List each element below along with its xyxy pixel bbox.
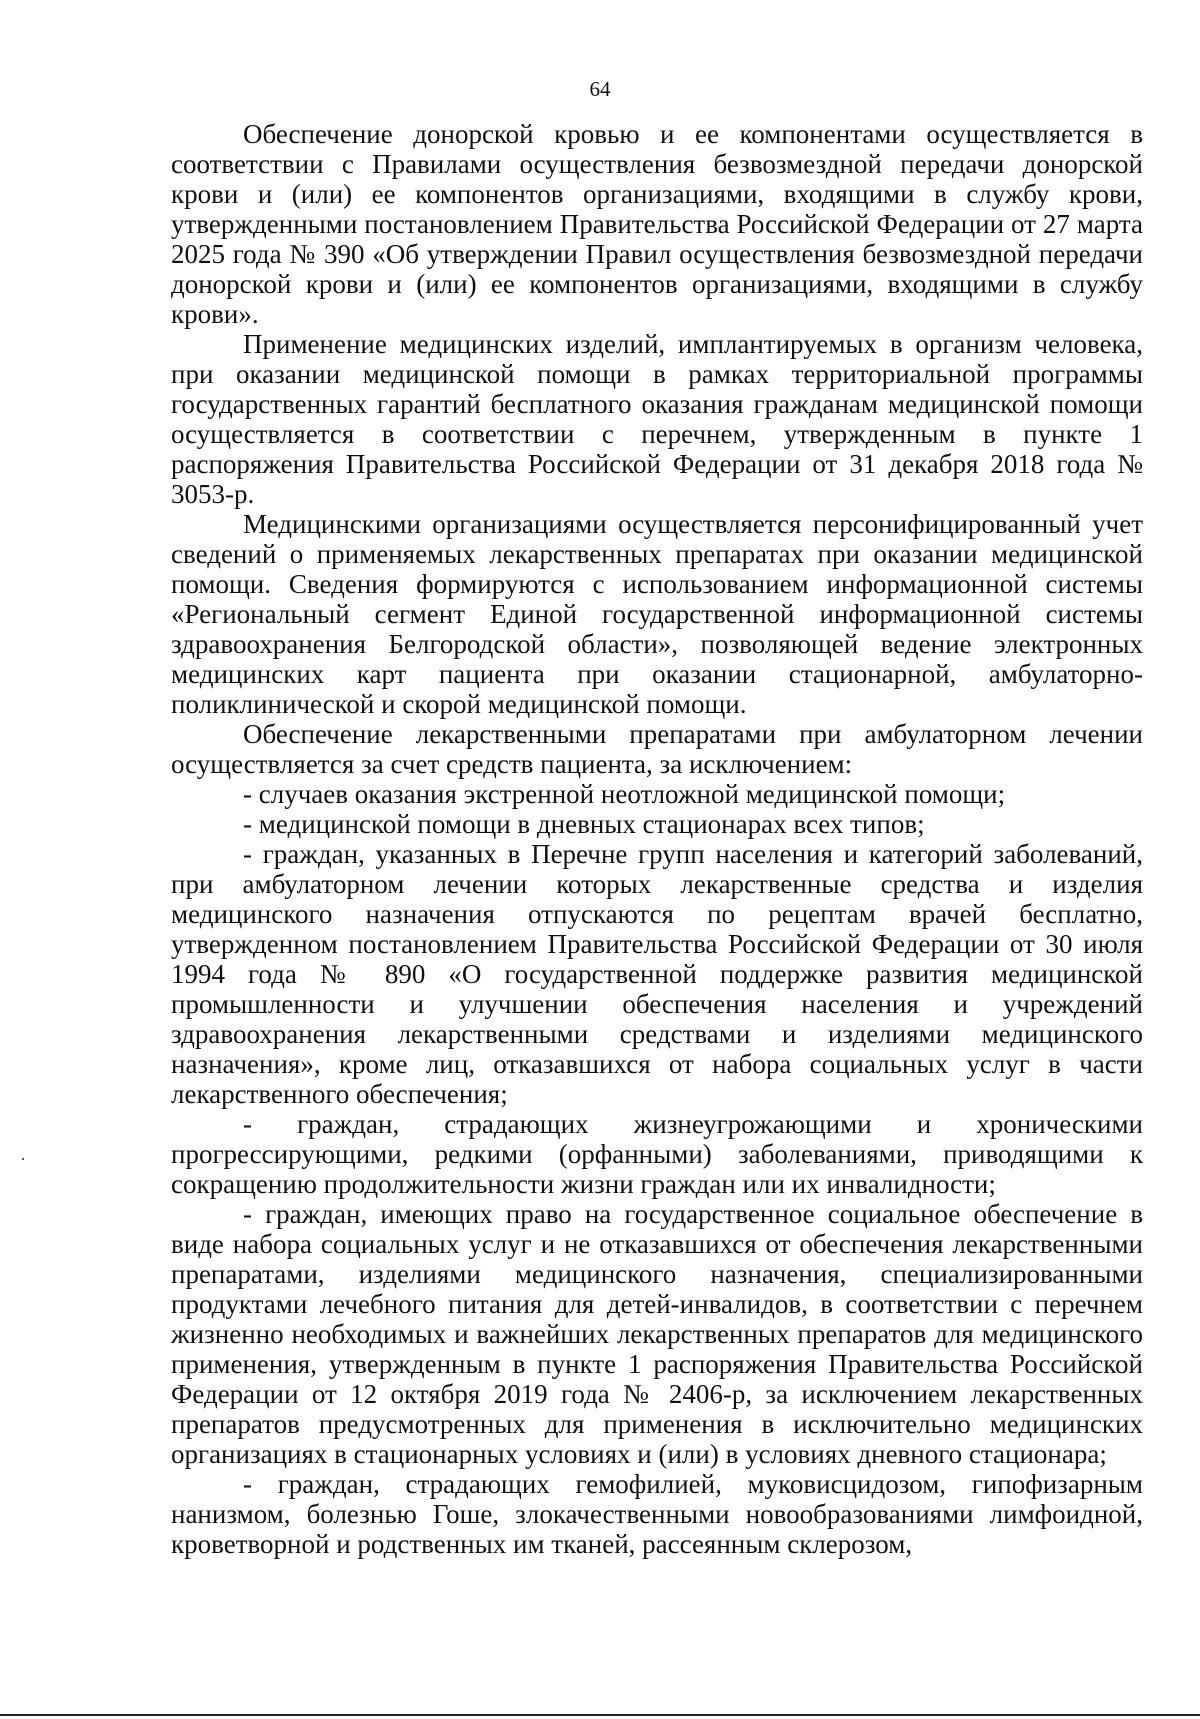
page-number: 64 xyxy=(589,77,611,101)
paragraph-outpatient-drug-supply: Обеспечение лекарственными препаратами при амбулаторном лечении осуществляется за счет средств пациента, за исключением: xyxy=(171,719,1143,779)
list-item-day-hospitals: - медицинской помощи в дневных стационарах всех типов; xyxy=(243,809,925,839)
paragraph-personified-accounting: Медицинскими организациями осуществляется персонифицированный учет сведений о применяемых лекарственных препаратах при оказании медицинской помощи. Сведения формируются с использованием информационной системы «Региональный сегмент Единой государственной информационной системы здравоохранения Белгородской области», позволяющей ведение электронных медицинских карт пациента при оказании стационарной, амбулаторно-поликлинической и скорой медицинской помощи. xyxy=(171,509,1143,719)
list-item-social-services: - граждан, имеющих право на государственное социальное обеспечение в виде набора социальных услуг и не отказавшихся от обеспечения лекарственными препаратами, изделиями медицинского назначения, специализированными продуктами лечебного питания для детей-инвалидов, в соответствии с перечнем жизненно необходимых и важнейших лекарственных препаратов для медицинского применения, утвержденным в пункте 1 распоряжения Правительства Российской Федерации от 12 октября 2019 года № 2406-р, за исключением лекарственных препаратов предусмотренных для применения в исключительно медицинских организациях в стационарных условиях и (или) в условиях дневного стационара; xyxy=(171,1199,1143,1469)
list-item-hemophilia: - граждан, страдающих гемофилией, муковисцидозом, гипофизарным нанизмом, болезнью Гоше, злокачественными новообразованиями лимфоидной, кроветворной и родственных им тканей, рассеянным склерозом, xyxy=(171,1469,1143,1559)
paragraph-donor-blood: Обеспечение донорской кровью и ее компонентами осуществляется в соответствии с Правилами осуществления безвозмездной передачи донорской крови и (или) ее компонентов организациями, входящими в службу крови, утвержденными постановлением Правительства Российской Федерации от 27 марта 2025 года № 390 «Об утверждении Правил осуществления безвозмездной передачи донорской крови и (или) ее компонентов организациями, входящими в службу крови». xyxy=(171,119,1143,329)
document-body xyxy=(171,119,1143,1559)
list-item-orphan-diseases: - граждан, страдающих жизнеугрожающими и хроническими прогрессирующими, редкими (орфанными) заболеваниями, приводящими к сокращению продолжительности жизни граждан или их инвалидности; xyxy=(171,1109,1143,1199)
scan-speck xyxy=(22,1158,24,1160)
list-item-decree-890: - граждан, указанных в Перечне групп населения и категорий заболеваний, при амбулаторном лечении которых лекарственные средства и изделия медицинского назначения отпускаются по рецептам врачей бесплатно, утвержденном постановлением Правительства Российской Федерации от 30 июля 1994 года № 890 «О государственной поддержке развития медицинской промышленности и улучшении обеспечения населения и учреждений здравоохранения лекарственными средствами и изделиями медицинского назначения», кроме лиц, отказавшихся от набора социальных услуг в части лекарственного обеспечения; xyxy=(171,839,1143,1109)
scan-bottom-edge xyxy=(0,1714,1200,1716)
list-item-emergency-care: - случаев оказания экстренной неотложной медицинской помощи; xyxy=(243,779,1006,809)
paragraph-implantable-devices: Применение медицинских изделий, имплантируемых в организм человека, при оказании медицинской помощи в рамках территориальной программы государственных гарантий бесплатного оказания гражданам медицинской помощи осуществляется в соответствии с перечнем, утвержденным в пункте 1 распоряжения Правительства Российской Федерации от 31 декабря 2018 года № 3053-р. xyxy=(171,329,1143,509)
